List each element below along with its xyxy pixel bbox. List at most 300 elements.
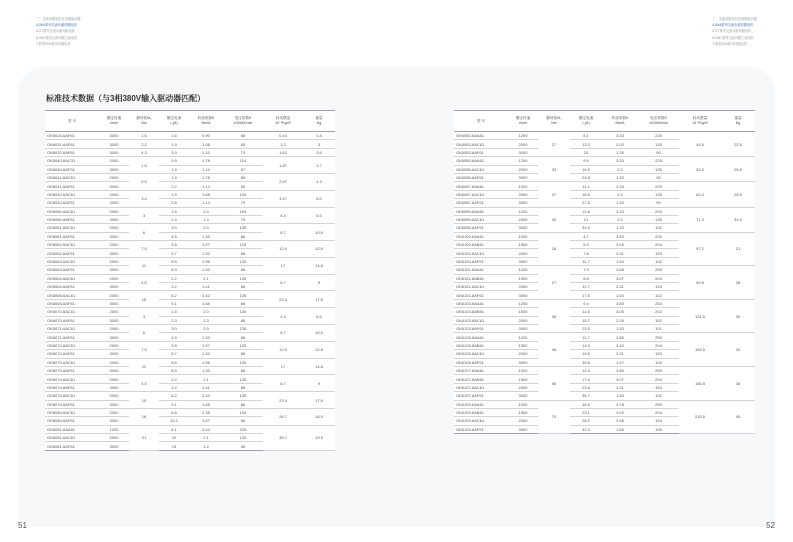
cell-weight: 3.7 xyxy=(303,157,335,174)
cell-torque-constant: 2.29 xyxy=(602,316,638,324)
cell-inertia: 62.4 xyxy=(679,182,721,207)
cell-stall-torque: 18 xyxy=(538,232,570,266)
cell-weight: 10.6 xyxy=(303,224,335,241)
cell-torque-constant: 1.78 xyxy=(189,173,223,181)
cell-voltage-constant: 86 xyxy=(223,266,263,274)
cell-stall-torque: 6 xyxy=(129,224,159,241)
cell-rated-current: 17.9 xyxy=(570,375,602,383)
cell-voltage-constant: 204 xyxy=(638,341,679,349)
cell-rated-current: 24.8 xyxy=(570,173,602,181)
cell-rated-speed: 3000 xyxy=(508,199,538,207)
cell-voltage-constant: 102 xyxy=(638,358,679,366)
cell-torque-constant: 2.03 xyxy=(602,140,638,148)
cell-rated-speed: 3000 xyxy=(99,182,129,190)
cell-voltage-constant: 153 xyxy=(638,383,679,391)
cell-model: GK6103-8AB61 xyxy=(454,308,508,316)
cell-rated-current: 14.3 xyxy=(570,366,602,374)
cell-stall-torque: 6 xyxy=(129,324,159,341)
cell-torque-constant: 1.54 xyxy=(602,392,638,400)
cell-rated-speed: 2000 xyxy=(99,324,129,332)
cell-model: GK6101-8AF61 xyxy=(454,291,508,299)
cell-voltage-constant: 86 xyxy=(223,383,263,391)
cell-model: GK6089-6AA61 xyxy=(454,207,508,215)
cell-voltage-constant: 114 xyxy=(223,157,263,165)
cell-torque-constant: 1.3 xyxy=(189,215,223,223)
cell-rated-speed: 3000 xyxy=(508,291,538,299)
cell-model: GK6101-8AB61 xyxy=(454,274,508,282)
cell-rated-current: 19.5 xyxy=(570,350,602,358)
cell-voltage-constant: 125 xyxy=(223,241,263,249)
cell-weight: 21 xyxy=(721,232,755,266)
cell-rated-speed: 2000 xyxy=(508,215,538,223)
cell-rated-speed: 3000 xyxy=(99,383,129,391)
cell-rated-current: 28.2 xyxy=(570,417,602,425)
cell-voltage-constant: 65 xyxy=(223,140,263,148)
cell-voltage-constant: 255 xyxy=(638,366,679,374)
cell-inertia: 6.7 xyxy=(263,375,303,392)
cell-voltage-constant: 135 xyxy=(223,358,263,366)
cell-rated-speed: 3000 xyxy=(99,283,129,291)
cell-model: GK6100-8AC61 xyxy=(454,249,508,257)
cell-model: GK6073-6AC61 xyxy=(45,358,99,366)
cell-rated-current: 10 xyxy=(159,434,189,442)
cell-rated-current: 8.3 xyxy=(159,266,189,274)
cell-inertia: 2.67 xyxy=(263,173,303,190)
nav-item[interactable]: 6.GM7系列交流伺服主轴电机 xyxy=(712,35,754,40)
cell-model: GK6064-6AF61 xyxy=(45,283,99,291)
cell-inertia: 17 xyxy=(263,257,303,274)
cell-stall-torque: 2.2 xyxy=(129,140,159,148)
cell-rated-current: 5.7 xyxy=(159,249,189,257)
cell-torque-constant: 3.33 xyxy=(602,182,638,190)
cell-torque-constant: 1.54 xyxy=(602,291,638,299)
table-header xyxy=(45,111,335,132)
cell-model: GK6103-8AA61 xyxy=(454,299,508,307)
cell-torque-constant: 2.1 xyxy=(189,274,223,282)
cell-rated-speed: 1200 xyxy=(508,232,538,240)
cell-torque-constant: 1.33 xyxy=(602,173,638,181)
cell-model: GK6081-6AF61 xyxy=(45,442,99,450)
header-weight: 重量 Kg xyxy=(721,111,755,132)
cell-torque-constant: 1.65 xyxy=(189,299,223,307)
cell-rated-current: 7.3 xyxy=(570,266,602,274)
cell-rated-speed: 2000 xyxy=(99,375,129,383)
cell-voltage-constant: 144 xyxy=(223,408,263,416)
cell-model: GK6070-6AC61 xyxy=(45,308,99,316)
cell-voltage-constant: 204 xyxy=(638,241,679,249)
cell-rated-speed: 3000 xyxy=(99,299,129,307)
cell-torque-constant: 3.33 xyxy=(602,132,638,140)
cell-torque-constant: 3.03 xyxy=(602,408,638,416)
nav-item[interactable]: 5.GT系列交流永磁伺服电机 xyxy=(36,29,75,34)
nav-item[interactable]: 7.教型GK6系列伺服电机 xyxy=(36,41,71,46)
cell-stall-torque: 11 xyxy=(129,257,159,274)
cell-voltage-constant: 135 xyxy=(638,165,679,173)
cell-rated-speed: 2000 xyxy=(99,308,129,316)
cell-model: GK6081-6AA61 xyxy=(45,425,99,433)
nav-breadcrumb-right xyxy=(712,16,757,47)
cell-torque-constant: 2.2 xyxy=(602,190,638,198)
header-voltage-constant: 电压常数K v/1000r/min xyxy=(223,111,263,132)
header-rated-current: 额定电流 I₀(A) xyxy=(159,111,189,132)
table-row xyxy=(454,366,755,374)
cell-torque-constant: 1.65 xyxy=(189,400,223,408)
cell-rated-current: 35.7 xyxy=(570,392,602,400)
cell-rated-current: 13.3 xyxy=(570,140,602,148)
cell-rated-current: 6.2 xyxy=(159,291,189,299)
nav-item[interactable]: 6.GM7系列交流伺服主轴电机 xyxy=(36,35,78,40)
nav-item[interactable]: 三、交流伺服电机及伺服驱动器 xyxy=(36,17,81,21)
cell-voltage-constant: 67 xyxy=(223,165,263,173)
cell-weight: 3 xyxy=(303,140,335,148)
table-row xyxy=(45,173,335,181)
cell-weight: 38 xyxy=(721,366,755,400)
cell-torque-constant: 1.08 xyxy=(189,140,223,148)
cell-weight: 45 xyxy=(721,400,755,434)
cell-rated-speed: 1500 xyxy=(508,274,538,282)
cell-stall-torque: 21 xyxy=(129,425,159,450)
cell-model: GK6087-6AF61 xyxy=(454,199,508,207)
cell-voltage-constant: 85 xyxy=(223,173,263,181)
cell-model: GK6100-8AF61 xyxy=(454,257,508,265)
cell-voltage-constant: 135 xyxy=(638,190,679,198)
cell-torque-constant: 1.33 xyxy=(602,199,638,207)
table-row xyxy=(45,241,335,249)
table-row xyxy=(45,157,335,165)
nav-breadcrumb-left xyxy=(36,16,81,47)
table-row xyxy=(45,358,335,366)
cell-rated-current: 9.1 xyxy=(159,299,189,307)
cell-model: GK6025-6AF61 xyxy=(45,132,99,140)
cell-inertia: 53.5 xyxy=(679,157,721,182)
cell-model: GK6100-8AB61 xyxy=(454,241,508,249)
cell-rated-current: 20 xyxy=(570,148,602,156)
cell-model: GK6101-8AA61 xyxy=(454,266,508,274)
cell-model: GK6107-8AB61 xyxy=(454,375,508,383)
cell-rated-current: 15.7 xyxy=(570,316,602,324)
cell-voltage-constant: 86 xyxy=(223,232,263,240)
cell-rated-speed: 2000 xyxy=(508,316,538,324)
cell-rated-current: 17.5 xyxy=(570,291,602,299)
table-row xyxy=(45,257,335,265)
nav-item[interactable]: 4.GK6系列交流永磁伺服电机 xyxy=(36,23,77,28)
cell-model: GK6105-8AC61 xyxy=(454,350,508,358)
cell-rated-speed: 2000 xyxy=(508,140,538,148)
cell-model: GK6042-6AF61 xyxy=(45,199,99,207)
cell-rated-speed: 1500 xyxy=(508,241,538,249)
cell-voltage-constant: 86 xyxy=(223,333,263,341)
cell-stall-torque: 27 xyxy=(538,132,570,157)
cell-voltage-constant: 86 xyxy=(223,316,263,324)
cell-rated-speed: 2000 xyxy=(99,257,129,265)
cell-stall-torque: 4.5 xyxy=(129,375,159,392)
cell-voltage-constant: 135 xyxy=(638,140,679,148)
cell-torque-constant: 3.83 xyxy=(602,232,638,240)
cell-weight: 3.6 xyxy=(303,148,335,156)
cell-rated-speed: 3000 xyxy=(99,148,129,156)
cell-voltage-constant: 225 xyxy=(638,132,679,140)
cell-voltage-constant: 255 xyxy=(638,333,679,341)
cell-rated-current: 27.8 xyxy=(570,199,602,207)
cell-voltage-constant: 102 xyxy=(638,224,679,232)
table-row xyxy=(45,375,335,383)
cell-model: GK6040-6AF31 xyxy=(45,165,99,173)
cell-rated-speed: 3000 xyxy=(99,442,129,450)
cell-rated-speed: 3000 xyxy=(99,140,129,148)
cell-torque-constant: 1.65 xyxy=(602,425,638,433)
cell-inertia: 44.5 xyxy=(679,132,721,157)
cell-weight: 4.3 xyxy=(303,173,335,190)
cell-rated-current: 5.7 xyxy=(159,350,189,358)
nav-item[interactable]: 7.教型GK6系列伺服电机 xyxy=(712,41,747,46)
cell-voltage-constant: 225 xyxy=(638,207,679,215)
cell-rated-current: 5.6 xyxy=(159,257,189,265)
cell-model: GK6083-6AA61 xyxy=(454,132,508,140)
cell-inertia: 1.87 xyxy=(263,157,303,174)
cell-rated-current: 4.7 xyxy=(570,232,602,240)
cell-weight: 12.8 xyxy=(303,241,335,258)
cell-rated-speed: 1200 xyxy=(508,207,538,215)
cell-inertia: 12.9 xyxy=(263,241,303,258)
cell-rated-speed: 1200 xyxy=(508,132,538,140)
cell-stall-torque: 55 xyxy=(538,366,570,400)
cell-stall-torque: 2.5 xyxy=(129,173,159,190)
cell-voltage-constant: 69 xyxy=(223,182,263,190)
cell-rated-current: 8.8 xyxy=(570,274,602,282)
cell-model: GK6103-8AC61 xyxy=(454,316,508,324)
cell-model: GK6105-8AF61 xyxy=(454,358,508,366)
cell-voltage-constant: 135 xyxy=(223,341,263,349)
cell-voltage-constant: 79 xyxy=(223,199,263,207)
cell-rated-current: 1.5 xyxy=(159,308,189,316)
cell-stall-torque: 1.6 xyxy=(129,157,159,174)
cell-inertia: 99.5 xyxy=(679,266,721,300)
cell-torque-constant: 2.31 xyxy=(602,350,638,358)
table-row xyxy=(45,425,335,433)
cell-rated-speed: 2000 xyxy=(99,392,129,400)
cell-inertia: 8.7 xyxy=(263,324,303,341)
cell-rated-current: 1.4 xyxy=(159,165,189,173)
cell-rated-current: 2.2 xyxy=(159,274,189,282)
cell-voltage-constant: 153 xyxy=(638,417,679,425)
cell-rated-speed: 3000 xyxy=(508,358,538,366)
cell-voltage-constant: 135 xyxy=(223,274,263,282)
cell-weight: 28 xyxy=(721,266,755,300)
cell-voltage-constant: 86 xyxy=(223,299,263,307)
table-row xyxy=(45,308,335,316)
cell-model: GK6071-6AF61 xyxy=(45,333,99,341)
cell-model: GK6075-6AC61 xyxy=(45,392,99,400)
cell-rated-speed: 2000 xyxy=(508,283,538,291)
cell-inertia: 26.7 xyxy=(263,408,303,425)
cell-rated-speed: 3000 xyxy=(99,333,129,341)
cell-voltage-constant: 135 xyxy=(223,224,263,232)
header-stall-torque: 静转矩M₀ Nm xyxy=(538,111,570,132)
cell-voltage-constant: 153 xyxy=(638,283,679,291)
cell-inertia: 4.4 xyxy=(263,308,303,325)
cell-stall-torque: 37 xyxy=(538,182,570,207)
cell-voltage-constant: 135 xyxy=(223,308,263,316)
cell-rated-speed: 1200 xyxy=(508,333,538,341)
cell-torque-constant: 1.41 xyxy=(189,283,223,291)
cell-rated-current: 18.5 xyxy=(570,190,602,198)
cell-rated-speed: 2000 xyxy=(99,190,129,198)
cell-inertia: 12.9 xyxy=(263,341,303,358)
cell-torque-constant: 2.0 xyxy=(189,224,223,232)
cell-model: GK6087-6AA61 xyxy=(454,182,508,190)
cell-rated-speed: 3000 xyxy=(508,425,538,433)
cell-model: GK6040-6AC31 xyxy=(45,157,99,165)
header-inertia: 转动惯量 10⁻³Kgm² xyxy=(263,111,303,132)
cell-torque-constant: 2.0 xyxy=(189,308,223,316)
cell-rated-current: 14.5 xyxy=(570,341,602,349)
cell-weight: 14.8 xyxy=(303,358,335,375)
cell-rated-speed: 1200 xyxy=(508,157,538,165)
cell-stall-torque: 36 xyxy=(538,299,570,333)
cell-rated-current: 10.2 xyxy=(159,417,189,425)
cell-weight: 14.8 xyxy=(303,257,335,274)
cell-model: GK6060-6AF61 xyxy=(45,215,99,223)
cell-rated-current: 15 xyxy=(159,442,189,450)
cell-torque-constant: 3.33 xyxy=(602,207,638,215)
cell-rated-speed: 2000 xyxy=(99,207,129,215)
cell-rated-speed: 2000 xyxy=(99,358,129,366)
cell-voltage-constant: 86 xyxy=(223,366,263,374)
cell-torque-constant: 2.31 xyxy=(602,283,638,291)
cell-rated-current: 9.1 xyxy=(159,400,189,408)
cell-inertia: 71.3 xyxy=(679,207,721,232)
cell-torque-constant: 2.48 xyxy=(602,417,638,425)
cell-rated-speed: 2000 xyxy=(508,165,538,173)
cell-torque-constant: 2.35 xyxy=(189,408,223,416)
cell-rated-speed: 1500 xyxy=(508,408,538,416)
cell-rated-current: 4.5 xyxy=(159,333,189,341)
table-row xyxy=(45,324,335,332)
cell-voltage-constant: 86 xyxy=(223,249,263,257)
cell-rated-current: 2.3 xyxy=(159,316,189,324)
cell-weight: 30 xyxy=(721,299,755,333)
cell-inertia: 1.62 xyxy=(263,148,303,156)
cell-model: GK6072-6AF61 xyxy=(45,350,99,358)
cell-stall-torque: 70 xyxy=(538,400,570,434)
cell-model: GK6085-6AF61 xyxy=(454,173,508,181)
cell-model: GK6074-6AC61 xyxy=(45,375,99,383)
cell-rated-current: 42.3 xyxy=(570,425,602,433)
cell-model: GK6089-6AC61 xyxy=(454,215,508,223)
cell-model: GK6041-6AF61 xyxy=(45,182,99,190)
cell-rated-speed: 1500 xyxy=(508,308,538,316)
cell-voltage-constant: 90 xyxy=(638,173,679,181)
cell-rated-current: 11.7 xyxy=(570,283,602,291)
cell-torque-constant: 1.33 xyxy=(602,224,638,232)
cell-torque-constant: 1.14 xyxy=(189,165,223,173)
nav-item[interactable]: 4.GK6系列交流永磁伺服电机 xyxy=(712,23,754,28)
cell-model: GK6032-6AF61 xyxy=(45,148,99,156)
cell-model: GK6107-8AF61 xyxy=(454,392,508,400)
cell-torque-constant: 1.33 xyxy=(189,232,223,240)
cell-inertia: 153.5 xyxy=(679,333,721,367)
cell-model: GK6083-6AC61 xyxy=(454,140,508,148)
cell-weight: 10.6 xyxy=(303,324,335,341)
cell-torque-constant: 3.07 xyxy=(602,375,638,383)
cell-model: GK6060-6AC61 xyxy=(45,207,99,215)
cell-torque-constant: 1.53 xyxy=(602,324,638,332)
header-model: 型 号 xyxy=(45,111,99,132)
cell-model: GK6062-6AC61 xyxy=(45,241,99,249)
cell-model: GK6085-6AC61 xyxy=(454,165,508,173)
cell-stall-torque: 3 xyxy=(129,207,159,224)
cell-rated-current: 3.9 xyxy=(159,148,189,156)
header-torque-constant: 转矩常数K Nm/A xyxy=(602,111,638,132)
cell-model: GK6105-8AB61 xyxy=(454,341,508,349)
cell-weight: 34 xyxy=(721,333,755,367)
cell-stall-torque: 3.2 xyxy=(129,190,159,207)
cell-torque-constant: 1.33 xyxy=(189,266,223,274)
cell-torque-constant: 3.85 xyxy=(602,333,638,341)
cell-inertia: 1.2 xyxy=(263,140,303,148)
cell-voltage-constant: 135 xyxy=(223,392,263,400)
cell-rated-speed: 2000 xyxy=(99,224,129,232)
cell-weight: 8.5 xyxy=(303,308,335,325)
cell-inertia: 23.4 xyxy=(263,291,303,308)
nav-item[interactable]: 5.GT系列交流永磁伺服电机 xyxy=(712,29,752,34)
cell-rated-current: 6.1 xyxy=(159,425,189,433)
cell-voltage-constant: 135 xyxy=(223,257,263,265)
cell-torque-constant: 2.1 xyxy=(189,375,223,383)
cell-stall-torque: 15 xyxy=(129,392,159,409)
table-row xyxy=(45,408,335,416)
cell-model: GK6109-8AA61 xyxy=(454,400,508,408)
cell-model: GK6071-6AC61 xyxy=(45,324,99,332)
cell-torque-constant: 2.0 xyxy=(189,324,223,332)
cell-rated-speed: 3000 xyxy=(508,173,538,181)
cell-torque-constant: 2.31 xyxy=(602,249,638,257)
cell-torque-constant: 1.35 xyxy=(602,148,638,156)
cell-weight: 19.5 xyxy=(303,425,335,450)
cell-torque-constant: 3.78 xyxy=(602,400,638,408)
cell-stall-torque: 42 xyxy=(538,207,570,232)
cell-torque-constant: 2.0 xyxy=(602,215,638,223)
cell-weight: 22.5 xyxy=(721,132,755,157)
nav-item[interactable]: 三、交流伺服电机及伺服驱动器 xyxy=(712,17,757,21)
table-row xyxy=(454,132,755,140)
cell-rated-speed: 2000 xyxy=(99,291,129,299)
cell-torque-constant: 3.85 xyxy=(602,366,638,374)
cell-inertia: 185.5 xyxy=(679,366,721,400)
cell-voltage-constant: 73 xyxy=(223,148,263,156)
cell-rated-current: 30.6 xyxy=(570,358,602,366)
cell-voltage-constant: 153 xyxy=(638,350,679,358)
cell-rated-current: 23.8 xyxy=(570,383,602,391)
spec-table-right xyxy=(454,110,755,434)
cell-model: GK6103-8AF61 xyxy=(454,324,508,332)
table-header xyxy=(454,111,755,132)
cell-voltage-constant: 253 xyxy=(638,299,679,307)
cell-weight: 9 xyxy=(303,274,335,291)
cell-weight: 5.0 xyxy=(303,190,335,207)
cell-stall-torque: 1.6 xyxy=(129,132,159,140)
cell-rated-speed: 2000 xyxy=(508,383,538,391)
page-number-left: 51 xyxy=(18,521,27,530)
cell-rated-current: 16.5 xyxy=(570,165,602,173)
cell-rated-speed: 3000 xyxy=(99,232,129,240)
cell-weight: 31.5 xyxy=(721,207,755,232)
cell-rated-speed: 3000 xyxy=(99,199,129,207)
cell-rated-speed: 3000 xyxy=(99,350,129,358)
cell-inertia: 3.47 xyxy=(263,190,303,207)
cell-torque-constant: 2.31 xyxy=(602,383,638,391)
cell-voltage-constant: 102 xyxy=(638,392,679,400)
